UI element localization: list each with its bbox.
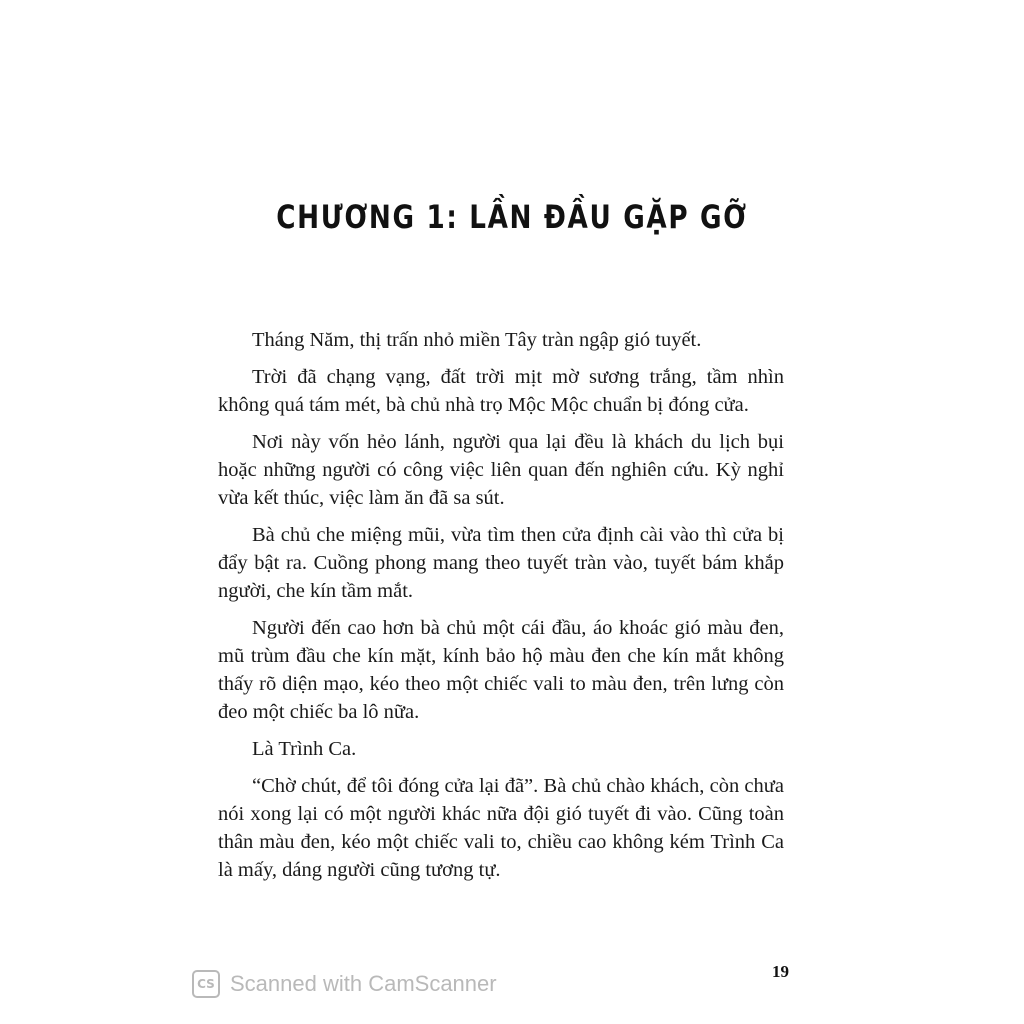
paragraph: Bà chủ che miệng mũi, vừa tìm then cửa định cài vào thì cửa bị đẩy bật ra. Cuồng phong mang theo tuyết tràn vào, tuyết bám khắp người, che kín tầm mắt. xyxy=(218,524,784,602)
paragraph: Người đến cao hơn bà chủ một cái đầu, áo khoác gió màu đen, mũ trùm đầu che kín mặt, kính bảo hộ màu đen che kín mắt không thấy rõ diện mạo, kéo theo một chiếc vali to màu đen, trên lưng còn đeo một chiếc ba lô nữa. xyxy=(218,617,784,723)
watermark-text: Scanned with CamScanner xyxy=(230,971,497,996)
chapter-title: CHƯƠNG 1: LẦN ĐẦU GẶP GỠ xyxy=(276,198,748,236)
paragraph: Là Trình Ca. xyxy=(252,738,357,760)
paragraph: Trời đã chạng vạng, đất trời mịt mờ sương trắng, tầm nhìn không quá tám mét, bà chủ nhà trọ Mộc Mộc chuẩn bị đóng cửa. xyxy=(218,366,784,416)
camscanner-watermark xyxy=(192,968,497,1000)
paragraph: “Chờ chút, để tôi đóng cửa lại đã”. Bà chủ chào khách, còn chưa nói xong lại có một người khác nữa đội gió tuyết đi vào. Cũng toàn thân màu đen, kéo một chiếc vali to, chiều cao không kém Trình Ca là mấy, dáng người cũng tương tự. xyxy=(218,775,784,881)
body-text xyxy=(218,326,784,893)
paragraph: Nơi này vốn hẻo lánh, người qua lại đều là khách du lịch bụi hoặc những người có công việc liên quan đến nghiên cứu. Kỳ nghỉ vừa kết thúc, việc làm ăn đã sa sút. xyxy=(218,431,784,509)
paragraph: Tháng Năm, thị trấn nhỏ miền Tây tràn ngập gió tuyết. xyxy=(252,329,702,351)
camscanner-logo-icon: CS xyxy=(192,970,220,998)
page-number: 19 xyxy=(772,962,789,981)
